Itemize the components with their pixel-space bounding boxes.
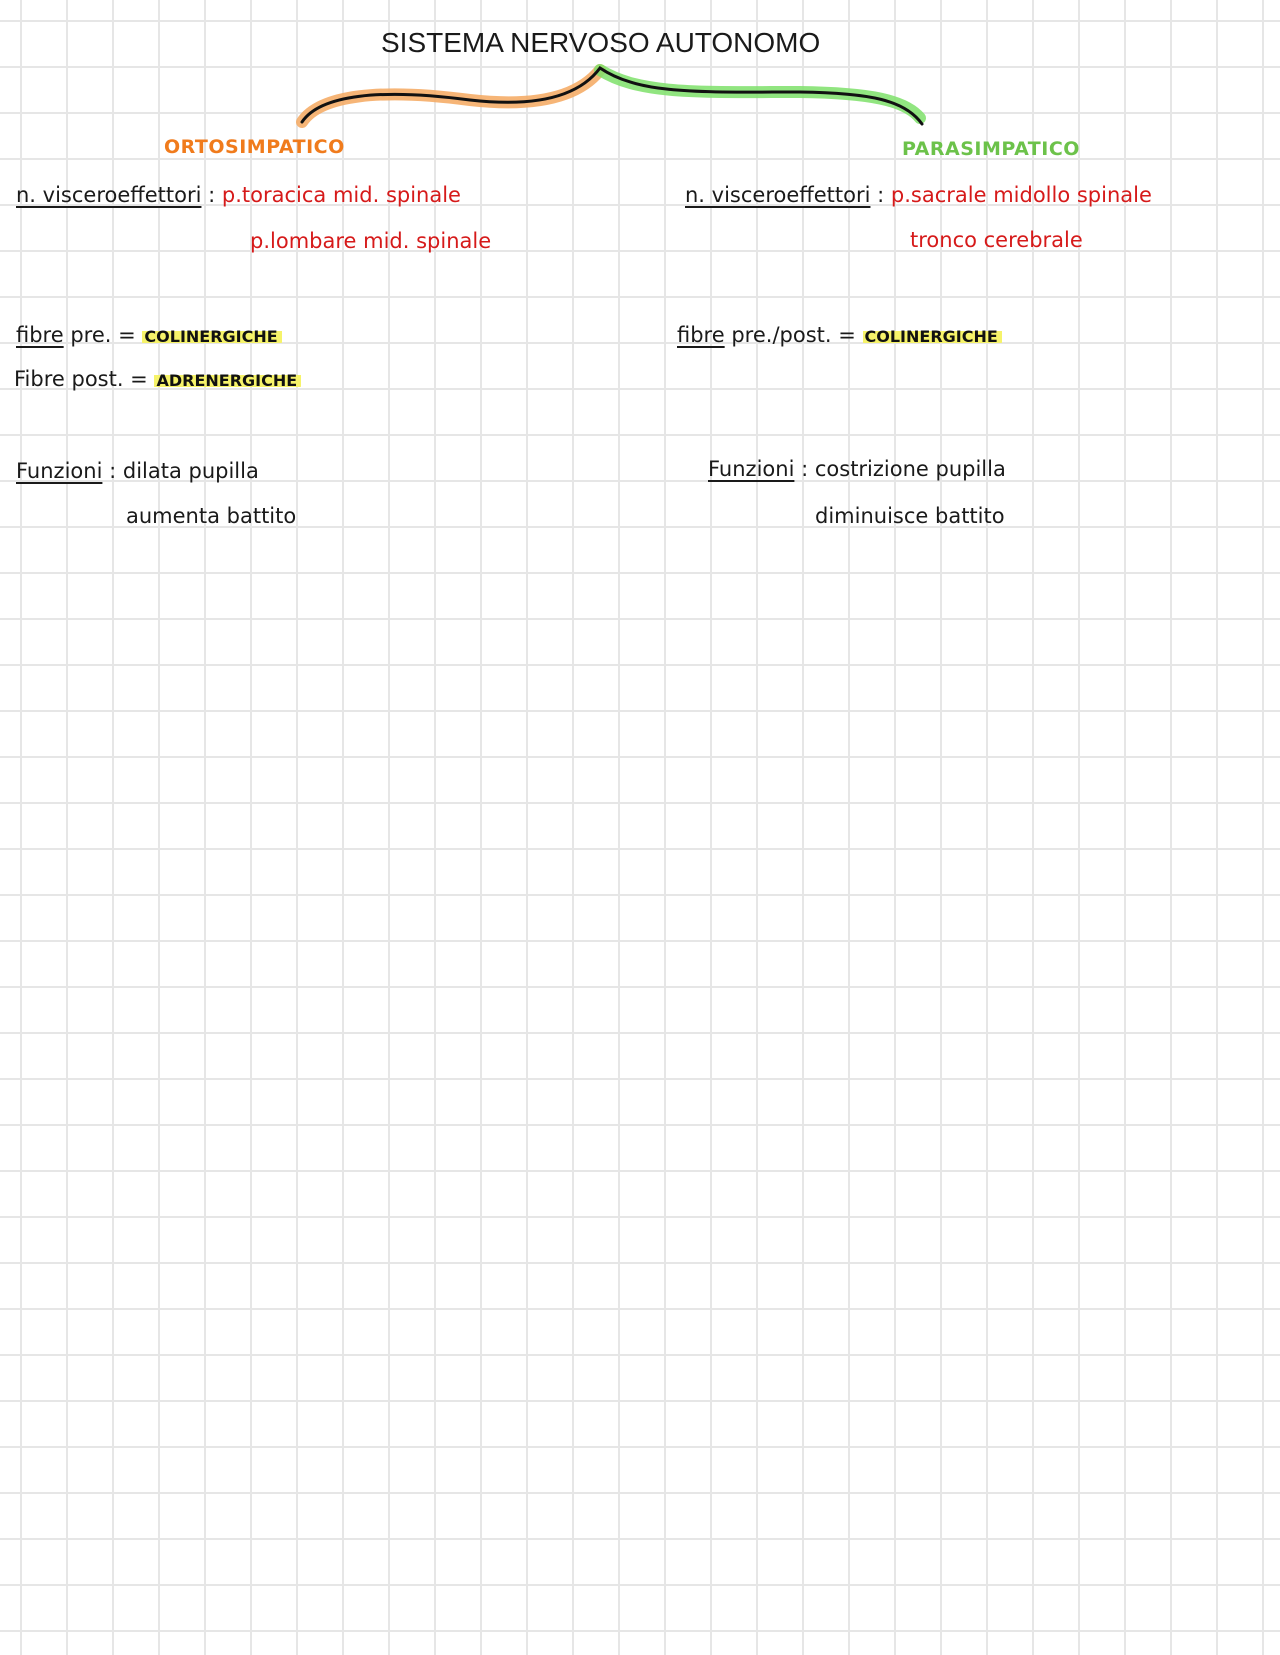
orto-fibre-post-row <box>14 367 301 391</box>
brace-right-highlight <box>600 70 920 118</box>
para-funzioni-sep: : <box>801 457 809 481</box>
para-funzioni-line1: costrizione pupilla <box>814 457 1006 481</box>
para-funzioni-row <box>708 457 1006 481</box>
orto-fibre-pre-row <box>16 323 282 347</box>
para-funzioni-line2: diminuisce battito <box>815 504 1005 528</box>
orto-nervi-label: n. visceroeffettori <box>16 183 202 207</box>
para-funzioni-label: Funzioni <box>708 457 795 481</box>
brace-icon <box>0 0 1280 140</box>
orto-fibre-post-label: Fibre post. = <box>14 367 148 391</box>
orto-nervi-row <box>16 183 461 207</box>
orto-nervi-line1: p.toracica mid. spinale <box>221 183 461 207</box>
para-nervi-line1: p.sacrale midollo spinale <box>890 183 1152 207</box>
para-nervi-label: n. visceroeffettori <box>685 183 871 207</box>
orto-fibre-pre-value: COLINERGICHE <box>142 327 281 346</box>
orto-funzioni-line1: dilata pupilla <box>122 459 259 483</box>
para-fibre-label: fibre <box>677 323 725 347</box>
orto-funzioni-row <box>16 459 259 483</box>
para-nervi-line2: tronco cerebrale <box>910 228 1083 252</box>
orto-funzioni-line2: aumenta battito <box>126 504 297 528</box>
orto-fibre-pre-rest: pre. = <box>70 323 136 347</box>
orto-funzioni-label: Funzioni <box>16 459 103 483</box>
orto-heading: ORTOSIMPATICO <box>164 136 345 158</box>
orto-fibre-pre-label: fibre <box>16 323 64 347</box>
para-fibre-rest: pre./post. = <box>731 323 856 347</box>
para-nervi-sep: : <box>877 183 885 207</box>
para-fibre-value: COLINERGICHE <box>863 327 1002 346</box>
orto-funzioni-sep: : <box>109 459 117 483</box>
para-heading: PARASIMPATICO <box>902 138 1080 160</box>
orto-nervi-sep: : <box>208 183 216 207</box>
para-fibre-row <box>677 323 1002 347</box>
orto-nervi-line2: p.lombare mid. spinale <box>250 229 492 253</box>
page-title: SISTEMA NERVOSO AUTONOMO <box>381 27 821 58</box>
para-nervi-row <box>685 183 1152 207</box>
orto-fibre-post-value: ADRENERGICHE <box>154 371 301 390</box>
